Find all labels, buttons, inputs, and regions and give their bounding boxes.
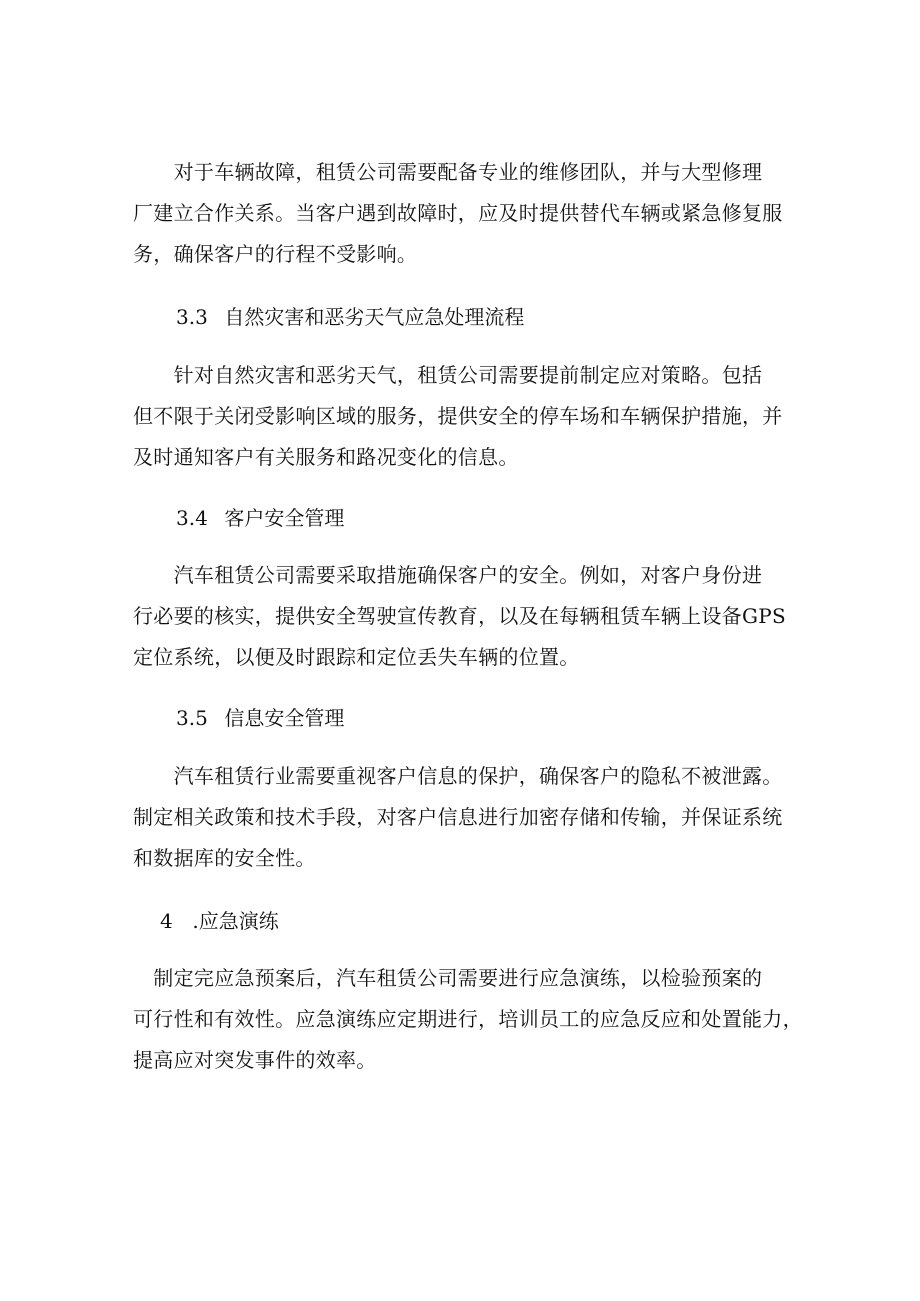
- section-number: 3.3: [176, 305, 208, 329]
- paragraph-line: 和数据库的安全性。: [133, 846, 316, 870]
- section-heading-3-4: [176, 503, 344, 533]
- paragraph-line: 可行性和有效性。应急演练应定期进行，培训员工的应急反应和处置能力，: [133, 1007, 803, 1031]
- section-heading-3-3: [176, 302, 524, 332]
- paragraph-natural-disaster: [133, 355, 793, 478]
- section-number: 3.4: [176, 506, 208, 530]
- section-number: 4: [160, 909, 173, 933]
- paragraph-vehicle-breakdown: [133, 152, 793, 275]
- paragraph-line: 务，确保客户的行程不受影响。: [133, 242, 418, 266]
- section-title: 客户安全管理: [224, 506, 345, 530]
- paragraph-line: 提高应对突发事件的效率。: [133, 1048, 377, 1072]
- section-title: 自然灾害和恶劣天气应急处理流程: [224, 305, 525, 329]
- paragraph-line: 制定相关政策和技术手段，对客户信息进行加密存储和传输，并保证系统: [133, 805, 783, 829]
- paragraph-line: 但不限于关闭受影响区域的服务，提供安全的停车场和车辆保护措施，并: [133, 404, 783, 428]
- paragraph-line: 制定完应急预案后，汽车租赁公司需要进行应急演练，以检验预案的: [133, 966, 763, 990]
- paragraph-line: 汽车租赁公司需要采取措施确保客户的安全。例如，对客户身份进: [133, 563, 763, 587]
- paragraph-line: 针对自然灾害和恶劣天气，租赁公司需要提前制定应对策略。包括: [133, 363, 763, 387]
- section-number: 3.5: [176, 706, 208, 730]
- paragraph-emergency-drill: [133, 958, 803, 1081]
- paragraph-line: 及时通知客户有关服务和路况变化的信息。: [133, 445, 519, 469]
- section-heading-4: [160, 906, 279, 936]
- section-title: 信息安全管理: [224, 706, 345, 730]
- paragraph-line: 对于车辆故障，租赁公司需要配备专业的维修团队，并与大型修理: [133, 160, 763, 184]
- paragraph-line: 厂建立合作关系。当客户遇到故障时，应及时提供替代车辆或紧急修复服: [133, 201, 783, 225]
- paragraph-line: 行必要的核实，提供安全驾驶宣传教育，以及在每辆租赁车辆上设备GPS: [133, 604, 787, 628]
- paragraph-customer-safety: [133, 555, 793, 678]
- paragraph-line: 汽车租赁行业需要重视客户信息的保护，确保客户的隐私不被泄露。: [133, 764, 783, 788]
- paragraph-information-security: [133, 756, 793, 879]
- paragraph-line: 定位系统，以便及时跟踪和定位丢失车辆的位置。: [133, 645, 580, 669]
- section-heading-3-5: [176, 703, 344, 733]
- section-title: .应急演练: [192, 909, 279, 933]
